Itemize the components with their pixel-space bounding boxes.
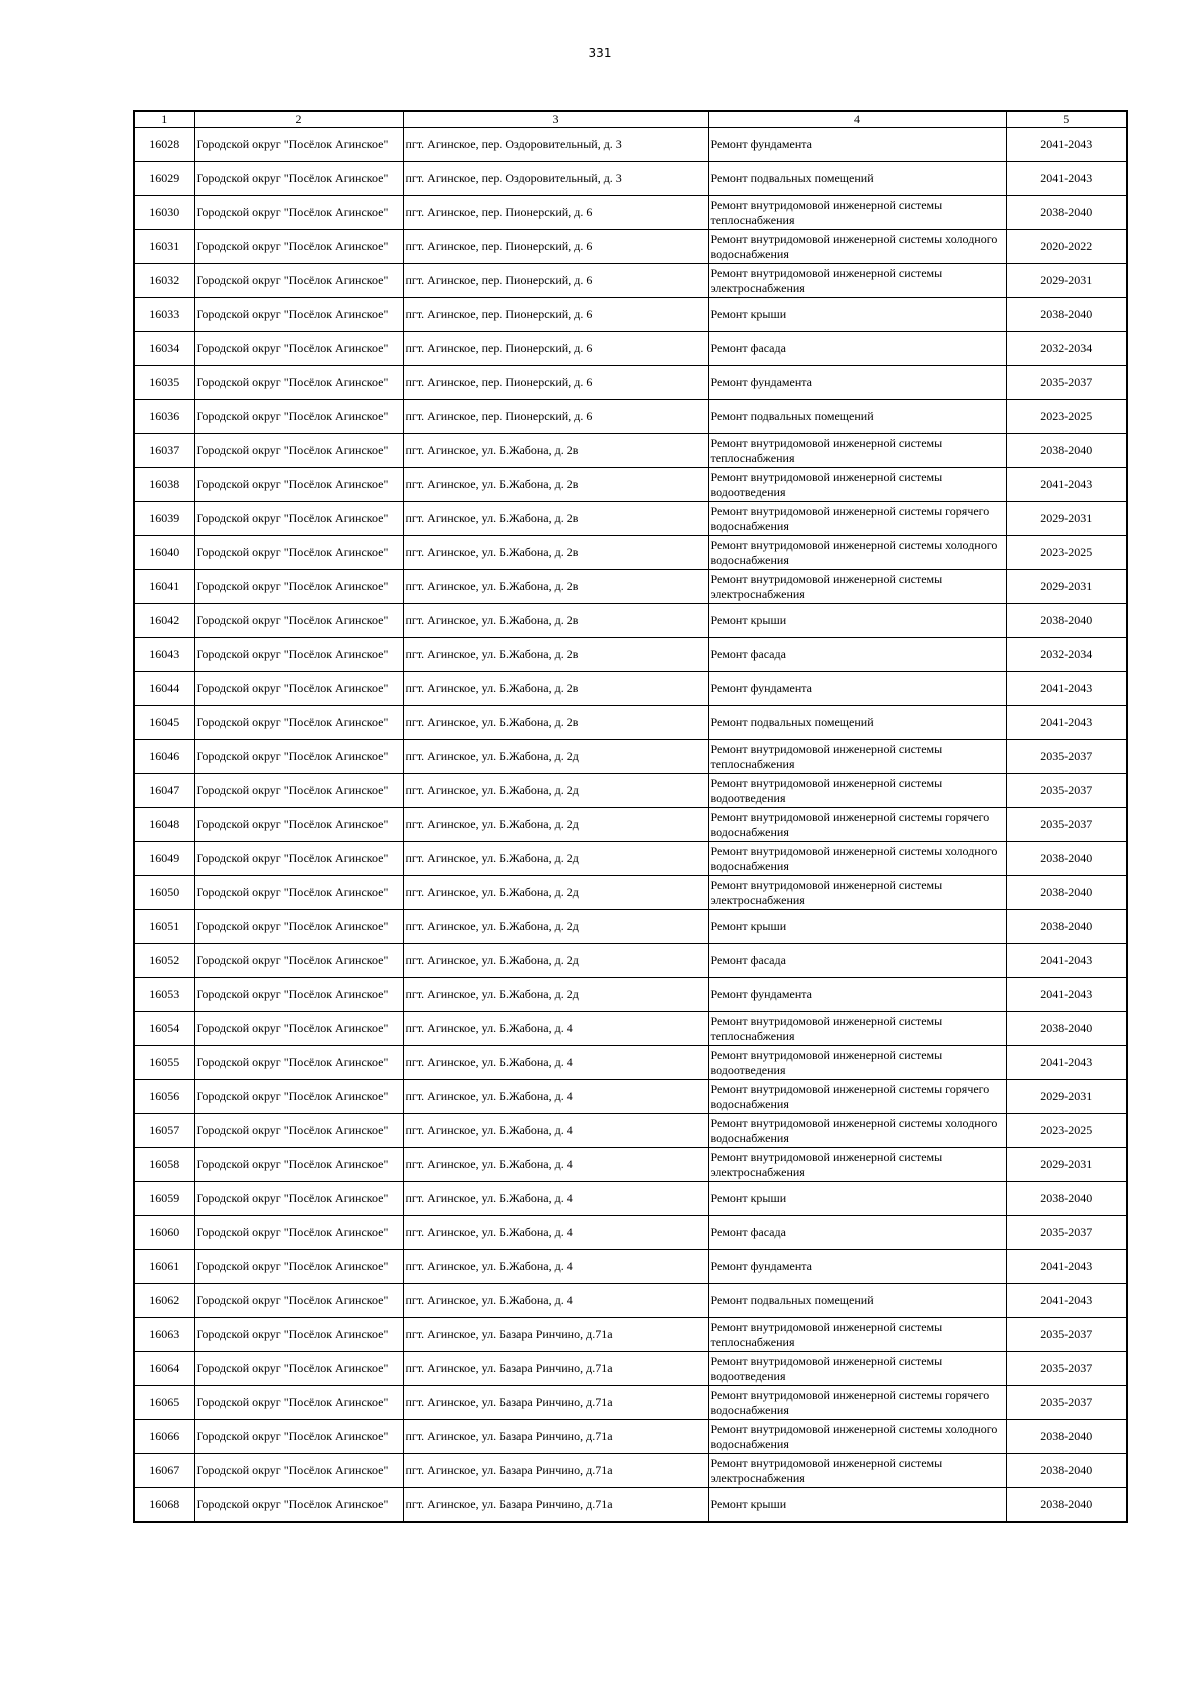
period-cell: 2038-2040 — [1006, 1420, 1127, 1454]
work-type-cell: Ремонт фундамента — [708, 366, 1006, 400]
municipality-cell: Городской округ "Посёлок Агинское" — [194, 1114, 403, 1148]
address-cell: пгт. Агинское, ул. Б.Жабона, д. 2д — [403, 842, 708, 876]
municipality-cell: Городской округ "Посёлок Агинское" — [194, 162, 403, 196]
municipality-cell: Городской округ "Посёлок Агинское" — [194, 604, 403, 638]
address-cell: пгт. Агинское, пер. Пионерский, д. 6 — [403, 230, 708, 264]
table-row — [134, 808, 1127, 842]
row-number-cell: 16044 — [134, 672, 194, 706]
table-row — [134, 1454, 1127, 1488]
row-number-cell: 16041 — [134, 570, 194, 604]
period-cell: 2023-2025 — [1006, 536, 1127, 570]
row-number-cell: 16037 — [134, 434, 194, 468]
municipality-cell: Городской округ "Посёлок Агинское" — [194, 808, 403, 842]
address-cell: пгт. Агинское, пер. Пионерский, д. 6 — [403, 400, 708, 434]
work-type-cell: Ремонт внутридомовой инженерной системы горячего водоснабжения — [708, 808, 1006, 842]
work-type-cell: Ремонт подвальных помещений — [708, 400, 1006, 434]
work-type-cell: Ремонт фундамента — [708, 672, 1006, 706]
period-cell: 2035-2037 — [1006, 808, 1127, 842]
address-cell: пгт. Агинское, ул. Б.Жабона, д. 2д — [403, 978, 708, 1012]
table-row — [134, 264, 1127, 298]
address-cell: пгт. Агинское, ул. Б.Жабона, д. 2д — [403, 944, 708, 978]
work-type-cell: Ремонт внутридомовой инженерной системы теплоснабжения — [708, 1318, 1006, 1352]
row-number-cell: 16057 — [134, 1114, 194, 1148]
address-cell: пгт. Агинское, пер. Пионерский, д. 6 — [403, 332, 708, 366]
address-cell: пгт. Агинское, ул. Б.Жабона, д. 2в — [403, 706, 708, 740]
period-cell: 2038-2040 — [1006, 604, 1127, 638]
municipality-cell: Городской округ "Посёлок Агинское" — [194, 774, 403, 808]
row-number-cell: 16031 — [134, 230, 194, 264]
table-row — [134, 162, 1127, 196]
address-cell: пгт. Агинское, пер. Оздоровительный, д. 3 — [403, 128, 708, 162]
row-number-cell: 16054 — [134, 1012, 194, 1046]
address-cell: пгт. Агинское, ул. Базара Ринчино, д.71а — [403, 1318, 708, 1352]
row-number-cell: 16029 — [134, 162, 194, 196]
row-number-cell: 16053 — [134, 978, 194, 1012]
row-number-cell: 16060 — [134, 1216, 194, 1250]
table-row — [134, 1386, 1127, 1420]
table-row — [134, 740, 1127, 774]
row-number-cell: 16042 — [134, 604, 194, 638]
period-cell: 2041-2043 — [1006, 706, 1127, 740]
municipality-cell: Городской округ "Посёлок Агинское" — [194, 1454, 403, 1488]
address-cell: пгт. Агинское, ул. Базара Ринчино, д.71а — [403, 1420, 708, 1454]
municipality-cell: Городской округ "Посёлок Агинское" — [194, 400, 403, 434]
table-row — [134, 1182, 1127, 1216]
row-number-cell: 16040 — [134, 536, 194, 570]
table-row — [134, 536, 1127, 570]
address-cell: пгт. Агинское, ул. Б.Жабона, д. 2в — [403, 502, 708, 536]
row-number-cell: 16056 — [134, 1080, 194, 1114]
work-type-cell: Ремонт подвальных помещений — [708, 162, 1006, 196]
header-col-4: 4 — [708, 111, 1006, 128]
period-cell: 2038-2040 — [1006, 1182, 1127, 1216]
table-header — [134, 111, 1127, 128]
row-number-cell: 16047 — [134, 774, 194, 808]
work-type-cell: Ремонт внутридомовой инженерной системы холодного водоснабжения — [708, 230, 1006, 264]
municipality-cell: Городской округ "Посёлок Агинское" — [194, 366, 403, 400]
municipality-cell: Городской округ "Посёлок Агинское" — [194, 1318, 403, 1352]
work-type-cell: Ремонт фасада — [708, 1216, 1006, 1250]
work-type-cell: Ремонт крыши — [708, 910, 1006, 944]
row-number-cell: 16067 — [134, 1454, 194, 1488]
table-row — [134, 1114, 1127, 1148]
table-row — [134, 1420, 1127, 1454]
table-row — [134, 1488, 1127, 1523]
period-cell: 2020-2022 — [1006, 230, 1127, 264]
table-row — [134, 128, 1127, 162]
municipality-cell: Городской округ "Посёлок Агинское" — [194, 1386, 403, 1420]
municipality-cell: Городской округ "Посёлок Агинское" — [194, 264, 403, 298]
table-row — [134, 672, 1127, 706]
period-cell: 2038-2040 — [1006, 196, 1127, 230]
address-cell: пгт. Агинское, ул. Б.Жабона, д. 4 — [403, 1216, 708, 1250]
period-cell: 2038-2040 — [1006, 1012, 1127, 1046]
table-row — [134, 230, 1127, 264]
work-type-cell: Ремонт фундамента — [708, 978, 1006, 1012]
period-cell: 2035-2037 — [1006, 774, 1127, 808]
address-cell: пгт. Агинское, ул. Базара Ринчино, д.71а — [403, 1386, 708, 1420]
row-number-cell: 16065 — [134, 1386, 194, 1420]
row-number-cell: 16055 — [134, 1046, 194, 1080]
municipality-cell: Городской округ "Посёлок Агинское" — [194, 128, 403, 162]
row-number-cell: 16046 — [134, 740, 194, 774]
municipality-cell: Городской округ "Посёлок Агинское" — [194, 1420, 403, 1454]
period-cell: 2035-2037 — [1006, 740, 1127, 774]
period-cell: 2032-2034 — [1006, 638, 1127, 672]
table-row — [134, 1250, 1127, 1284]
header-col-5: 5 — [1006, 111, 1127, 128]
row-number-cell: 16035 — [134, 366, 194, 400]
table-row — [134, 400, 1127, 434]
work-type-cell: Ремонт фундамента — [708, 1250, 1006, 1284]
work-type-cell: Ремонт внутридомовой инженерной системы водоотведения — [708, 1352, 1006, 1386]
row-number-cell: 16050 — [134, 876, 194, 910]
row-number-cell: 16058 — [134, 1148, 194, 1182]
work-type-cell: Ремонт внутридомовой инженерной системы электроснабжения — [708, 1148, 1006, 1182]
table-row — [134, 366, 1127, 400]
period-cell: 2038-2040 — [1006, 1454, 1127, 1488]
municipality-cell: Городской округ "Посёлок Агинское" — [194, 230, 403, 264]
work-type-cell: Ремонт внутридомовой инженерной системы холодного водоснабжения — [708, 1114, 1006, 1148]
row-number-cell: 16062 — [134, 1284, 194, 1318]
row-number-cell: 16033 — [134, 298, 194, 332]
period-cell: 2029-2031 — [1006, 264, 1127, 298]
table-row — [134, 1148, 1127, 1182]
period-cell: 2041-2043 — [1006, 1284, 1127, 1318]
municipality-cell: Городской округ "Посёлок Агинское" — [194, 468, 403, 502]
repair-schedule-table — [133, 110, 1128, 1523]
work-type-cell: Ремонт фасада — [708, 944, 1006, 978]
work-type-cell: Ремонт внутридомовой инженерной системы холодного водоснабжения — [708, 536, 1006, 570]
table-row — [134, 298, 1127, 332]
page-number: 331 — [588, 46, 612, 60]
address-cell: пгт. Агинское, ул. Б.Жабона, д. 4 — [403, 1046, 708, 1080]
period-cell: 2041-2043 — [1006, 128, 1127, 162]
row-number-cell: 16034 — [134, 332, 194, 366]
work-type-cell: Ремонт внутридомовой инженерной системы горячего водоснабжения — [708, 1386, 1006, 1420]
table-row — [134, 570, 1127, 604]
work-type-cell: Ремонт внутридомовой инженерной системы горячего водоснабжения — [708, 1080, 1006, 1114]
row-number-cell: 16063 — [134, 1318, 194, 1352]
period-cell: 2035-2037 — [1006, 1386, 1127, 1420]
address-cell: пгт. Агинское, ул. Б.Жабона, д. 4 — [403, 1250, 708, 1284]
row-number-cell: 16066 — [134, 1420, 194, 1454]
period-cell: 2029-2031 — [1006, 1148, 1127, 1182]
municipality-cell: Городской округ "Посёлок Агинское" — [194, 196, 403, 230]
table-row — [134, 774, 1127, 808]
period-cell: 2035-2037 — [1006, 1352, 1127, 1386]
table-row — [134, 1216, 1127, 1250]
address-cell: пгт. Агинское, ул. Б.Жабона, д. 2в — [403, 434, 708, 468]
municipality-cell: Городской округ "Посёлок Агинское" — [194, 1488, 403, 1523]
work-type-cell: Ремонт внутридомовой инженерной системы теплоснабжения — [708, 434, 1006, 468]
row-number-cell: 16028 — [134, 128, 194, 162]
period-cell: 2041-2043 — [1006, 468, 1127, 502]
work-type-cell: Ремонт внутридомовой инженерной системы холодного водоснабжения — [708, 1420, 1006, 1454]
municipality-cell: Городской округ "Посёлок Агинское" — [194, 1284, 403, 1318]
work-type-cell: Ремонт крыши — [708, 1488, 1006, 1523]
row-number-cell: 16052 — [134, 944, 194, 978]
table-row — [134, 638, 1127, 672]
table-row — [134, 944, 1127, 978]
table-row — [134, 468, 1127, 502]
period-cell: 2023-2025 — [1006, 400, 1127, 434]
address-cell: пгт. Агинское, ул. Б.Жабона, д. 2в — [403, 468, 708, 502]
address-cell: пгт. Агинское, ул. Б.Жабона, д. 4 — [403, 1080, 708, 1114]
work-type-cell: Ремонт подвальных помещений — [708, 706, 1006, 740]
municipality-cell: Городской округ "Посёлок Агинское" — [194, 944, 403, 978]
address-cell: пгт. Агинское, ул. Б.Жабона, д. 2в — [403, 604, 708, 638]
table-row — [134, 502, 1127, 536]
work-type-cell: Ремонт внутридомовой инженерной системы водоотведения — [708, 468, 1006, 502]
work-type-cell: Ремонт внутридомовой инженерной системы водоотведения — [708, 1046, 1006, 1080]
address-cell: пгт. Агинское, ул. Б.Жабона, д. 2д — [403, 876, 708, 910]
municipality-cell: Городской округ "Посёлок Агинское" — [194, 1012, 403, 1046]
work-type-cell: Ремонт фасада — [708, 638, 1006, 672]
row-number-cell: 16043 — [134, 638, 194, 672]
work-type-cell: Ремонт внутридомовой инженерной системы горячего водоснабжения — [708, 502, 1006, 536]
row-number-cell: 16064 — [134, 1352, 194, 1386]
table-row — [134, 196, 1127, 230]
work-type-cell: Ремонт крыши — [708, 604, 1006, 638]
municipality-cell: Городской округ "Посёлок Агинское" — [194, 842, 403, 876]
work-type-cell: Ремонт фундамента — [708, 128, 1006, 162]
municipality-cell: Городской округ "Посёлок Агинское" — [194, 536, 403, 570]
work-type-cell: Ремонт крыши — [708, 1182, 1006, 1216]
municipality-cell: Городской округ "Посёлок Агинское" — [194, 332, 403, 366]
row-number-cell: 16059 — [134, 1182, 194, 1216]
period-cell: 2041-2043 — [1006, 162, 1127, 196]
address-cell: пгт. Агинское, ул. Б.Жабона, д. 4 — [403, 1182, 708, 1216]
table-row — [134, 842, 1127, 876]
period-cell: 2038-2040 — [1006, 842, 1127, 876]
address-cell: пгт. Агинское, пер. Пионерский, д. 6 — [403, 298, 708, 332]
table-row — [134, 978, 1127, 1012]
work-type-cell: Ремонт подвальных помещений — [708, 1284, 1006, 1318]
row-number-cell: 16032 — [134, 264, 194, 298]
work-type-cell: Ремонт внутридомовой инженерной системы водоотведения — [708, 774, 1006, 808]
municipality-cell: Городской округ "Посёлок Агинское" — [194, 1182, 403, 1216]
work-type-cell: Ремонт внутридомовой инженерной системы электроснабжения — [708, 570, 1006, 604]
municipality-cell: Городской округ "Посёлок Агинское" — [194, 1080, 403, 1114]
municipality-cell: Городской округ "Посёлок Агинское" — [194, 910, 403, 944]
row-number-cell: 16036 — [134, 400, 194, 434]
table-row — [134, 604, 1127, 638]
header-col-1: 1 — [134, 111, 194, 128]
address-cell: пгт. Агинское, пер. Оздоровительный, д. 3 — [403, 162, 708, 196]
municipality-cell: Городской округ "Посёлок Агинское" — [194, 876, 403, 910]
work-type-cell: Ремонт внутридомовой инженерной системы электроснабжения — [708, 264, 1006, 298]
period-cell: 2041-2043 — [1006, 1046, 1127, 1080]
table-row — [134, 1046, 1127, 1080]
header-col-3: 3 — [403, 111, 708, 128]
address-cell: пгт. Агинское, пер. Пионерский, д. 6 — [403, 366, 708, 400]
municipality-cell: Городской округ "Посёлок Агинское" — [194, 740, 403, 774]
row-number-cell: 16051 — [134, 910, 194, 944]
work-type-cell: Ремонт внутридомовой инженерной системы электроснабжения — [708, 1454, 1006, 1488]
row-number-cell: 16030 — [134, 196, 194, 230]
address-cell: пгт. Агинское, ул. Базара Ринчино, д.71а — [403, 1352, 708, 1386]
period-cell: 2041-2043 — [1006, 1250, 1127, 1284]
row-number-cell: 16045 — [134, 706, 194, 740]
address-cell: пгт. Агинское, ул. Б.Жабона, д. 4 — [403, 1284, 708, 1318]
table-row — [134, 1352, 1127, 1386]
work-type-cell: Ремонт внутридомовой инженерной системы электроснабжения — [708, 876, 1006, 910]
table-row — [134, 1012, 1127, 1046]
row-number-cell: 16038 — [134, 468, 194, 502]
header-row — [134, 111, 1127, 128]
address-cell: пгт. Агинское, ул. Б.Жабона, д. 2д — [403, 808, 708, 842]
period-cell: 2032-2034 — [1006, 332, 1127, 366]
address-cell: пгт. Агинское, ул. Б.Жабона, д. 2д — [403, 740, 708, 774]
work-type-cell: Ремонт внутридомовой инженерной системы теплоснабжения — [708, 196, 1006, 230]
municipality-cell: Городской округ "Посёлок Агинское" — [194, 502, 403, 536]
municipality-cell: Городской округ "Посёлок Агинское" — [194, 1216, 403, 1250]
period-cell: 2023-2025 — [1006, 1114, 1127, 1148]
table-row — [134, 332, 1127, 366]
period-cell: 2035-2037 — [1006, 366, 1127, 400]
work-type-cell: Ремонт внутридомовой инженерной системы теплоснабжения — [708, 1012, 1006, 1046]
address-cell: пгт. Агинское, ул. Б.Жабона, д. 2в — [403, 672, 708, 706]
period-cell: 2041-2043 — [1006, 944, 1127, 978]
municipality-cell: Городской округ "Посёлок Агинское" — [194, 1148, 403, 1182]
period-cell: 2029-2031 — [1006, 502, 1127, 536]
table-row — [134, 910, 1127, 944]
table-row — [134, 706, 1127, 740]
table-body — [134, 128, 1127, 1523]
address-cell: пгт. Агинское, ул. Б.Жабона, д. 4 — [403, 1012, 708, 1046]
header-col-2: 2 — [194, 111, 403, 128]
municipality-cell: Городской округ "Посёлок Агинское" — [194, 978, 403, 1012]
address-cell: пгт. Агинское, ул. Б.Жабона, д. 4 — [403, 1114, 708, 1148]
table-row — [134, 434, 1127, 468]
row-number-cell: 16039 — [134, 502, 194, 536]
address-cell: пгт. Агинское, пер. Пионерский, д. 6 — [403, 196, 708, 230]
period-cell: 2029-2031 — [1006, 570, 1127, 604]
period-cell: 2038-2040 — [1006, 876, 1127, 910]
row-number-cell: 16049 — [134, 842, 194, 876]
period-cell: 2029-2031 — [1006, 1080, 1127, 1114]
municipality-cell: Городской округ "Посёлок Агинское" — [194, 1352, 403, 1386]
period-cell: 2038-2040 — [1006, 298, 1127, 332]
municipality-cell: Городской округ "Посёлок Агинское" — [194, 570, 403, 604]
table-row — [134, 1318, 1127, 1352]
address-cell: пгт. Агинское, ул. Б.Жабона, д. 2в — [403, 536, 708, 570]
address-cell: пгт. Агинское, пер. Пионерский, д. 6 — [403, 264, 708, 298]
period-cell: 2038-2040 — [1006, 910, 1127, 944]
address-cell: пгт. Агинское, ул. Б.Жабона, д. 4 — [403, 1148, 708, 1182]
period-cell: 2041-2043 — [1006, 672, 1127, 706]
table-row — [134, 1080, 1127, 1114]
municipality-cell: Городской округ "Посёлок Агинское" — [194, 434, 403, 468]
table-row — [134, 876, 1127, 910]
municipality-cell: Городской округ "Посёлок Агинское" — [194, 706, 403, 740]
address-cell: пгт. Агинское, ул. Б.Жабона, д. 2д — [403, 910, 708, 944]
row-number-cell: 16068 — [134, 1488, 194, 1523]
period-cell: 2035-2037 — [1006, 1318, 1127, 1352]
address-cell: пгт. Агинское, ул. Б.Жабона, д. 2д — [403, 774, 708, 808]
municipality-cell: Городской округ "Посёлок Агинское" — [194, 1250, 403, 1284]
municipality-cell: Городской округ "Посёлок Агинское" — [194, 298, 403, 332]
address-cell: пгт. Агинское, ул. Б.Жабона, д. 2в — [403, 570, 708, 604]
work-type-cell: Ремонт внутридомовой инженерной системы теплоснабжения — [708, 740, 1006, 774]
work-type-cell: Ремонт крыши — [708, 298, 1006, 332]
table-row — [134, 1284, 1127, 1318]
address-cell: пгт. Агинское, ул. Базара Ринчино, д.71а — [403, 1454, 708, 1488]
address-cell: пгт. Агинское, ул. Базара Ринчино, д.71а — [403, 1488, 708, 1523]
work-type-cell: Ремонт внутридомовой инженерной системы холодного водоснабжения — [708, 842, 1006, 876]
municipality-cell: Городской округ "Посёлок Агинское" — [194, 1046, 403, 1080]
municipality-cell: Городской округ "Посёлок Агинское" — [194, 638, 403, 672]
row-number-cell: 16061 — [134, 1250, 194, 1284]
row-number-cell: 16048 — [134, 808, 194, 842]
period-cell: 2038-2040 — [1006, 434, 1127, 468]
municipality-cell: Городской округ "Посёлок Агинское" — [194, 672, 403, 706]
period-cell: 2041-2043 — [1006, 978, 1127, 1012]
period-cell: 2038-2040 — [1006, 1488, 1127, 1523]
address-cell: пгт. Агинское, ул. Б.Жабона, д. 2в — [403, 638, 708, 672]
work-type-cell: Ремонт фасада — [708, 332, 1006, 366]
period-cell: 2035-2037 — [1006, 1216, 1127, 1250]
